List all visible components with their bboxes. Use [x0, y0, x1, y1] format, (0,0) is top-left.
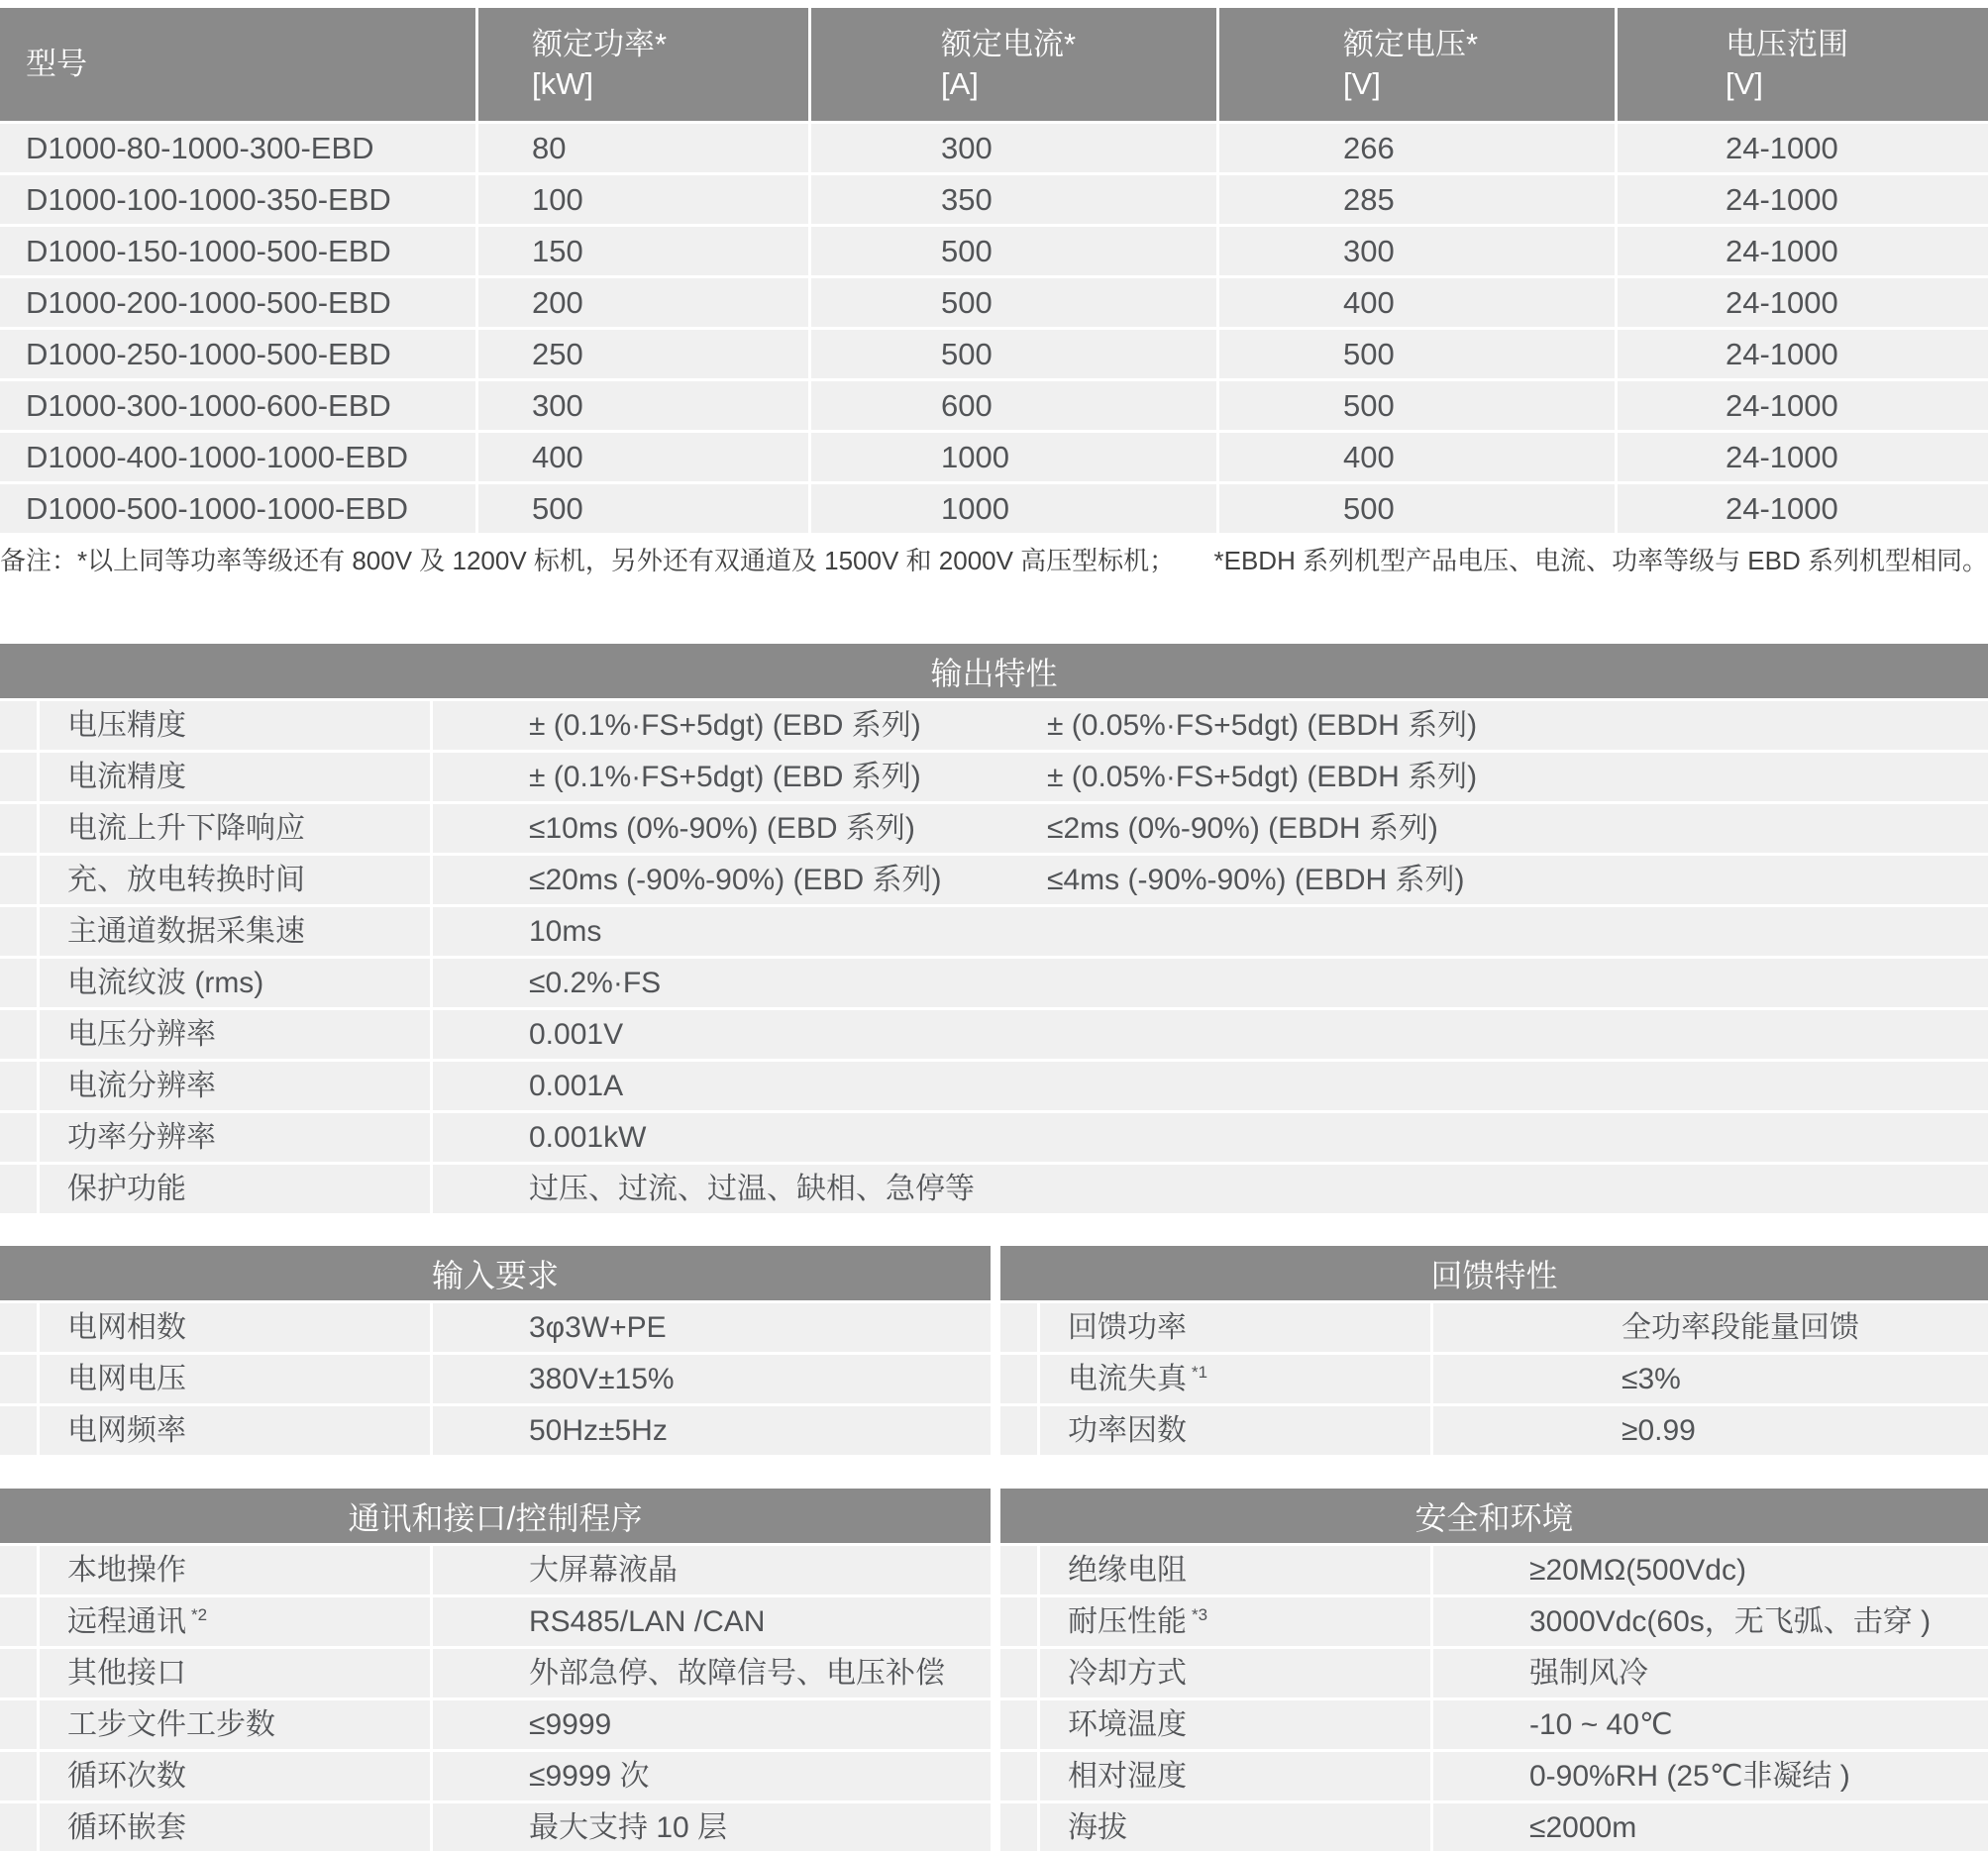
cell-voltage: 285: [1219, 175, 1618, 224]
spec-value: ≤9999 次: [433, 1752, 991, 1800]
spec-label: 电流上升下降响应: [67, 812, 305, 845]
spec-label: 冷却方式: [1068, 1657, 1187, 1690]
header-unit: [A]: [941, 66, 979, 101]
cell-current: 500: [811, 278, 1219, 327]
spec-row: [1000, 1406, 1988, 1458]
spec-label: 耐压性能: [1068, 1605, 1187, 1638]
model-table-header: [0, 8, 1988, 124]
spec-label: 绝缘电阻: [1068, 1554, 1187, 1587]
spec-label: 回馈功率: [1068, 1311, 1187, 1344]
model-table: [0, 8, 1988, 536]
spec-row: [1000, 1700, 1988, 1752]
spec-label: 工步文件工步数: [67, 1708, 275, 1741]
spec-row: [0, 701, 1988, 753]
spec-value: ≤9999: [433, 1700, 991, 1749]
header-cell-current: [811, 8, 1219, 121]
cell-power: 100: [478, 175, 811, 224]
cell-current: 350: [811, 175, 1219, 224]
row-spacer: [0, 1546, 40, 1594]
spec-label: 其他接口: [67, 1657, 186, 1690]
table-row: [0, 433, 1988, 484]
spec-value: 3000Vdc(60s，无飞弧、击穿 ): [1433, 1597, 1988, 1646]
spec-value: 0.001kW: [529, 1121, 647, 1154]
footnote-left: 备注：*以上同等功率等级还有 800V 及 1200V 标机，另外还有双通道及 1500V 和 2000V 高压型标机；: [0, 545, 1176, 575]
spec-row: [1000, 1752, 1988, 1803]
section-title: 通讯和接口/控制程序: [0, 1489, 991, 1543]
row-spacer: [1000, 1546, 1040, 1594]
section-comm: [0, 1489, 991, 1851]
row-spacer: [1000, 1752, 1040, 1800]
spec-row: [0, 1113, 1988, 1165]
spec-value: 3φ3W+PE: [433, 1303, 991, 1352]
cell-current: 500: [811, 227, 1219, 275]
row-spacer: [1000, 1649, 1040, 1697]
spec-row: [1000, 1546, 1988, 1597]
spec-value-ebd: ± (0.1%·FS+5dgt) (EBD 系列): [529, 761, 921, 793]
footnote-right: *EBDH 系列机型产品电压、电流、功率等级与 EBD 系列机型相同。: [1213, 545, 1988, 575]
spec-label: 本地操作: [67, 1554, 186, 1587]
row-spacer: [1000, 1303, 1040, 1352]
spec-value: 强制风冷: [1433, 1649, 1988, 1697]
spec-row: [1000, 1803, 1988, 1851]
spec-label: 远程通讯: [67, 1605, 186, 1638]
spec-row: [0, 1803, 991, 1851]
section-title: 回馈特性: [1000, 1246, 1988, 1300]
section-title: 安全和环境: [1000, 1489, 1988, 1543]
section-title: 输出特性: [0, 644, 1988, 698]
spec-row: [0, 959, 1988, 1010]
spec-value-ebdh: ± (0.05%·FS+5dgt) (EBDH 系列): [1047, 709, 1478, 742]
cell-power: 80: [478, 124, 811, 172]
spec-label: 主通道数据采集速: [67, 915, 305, 948]
spec-label: 海拔: [1068, 1811, 1127, 1844]
header-cell-model: [0, 8, 478, 121]
cell-voltage: 500: [1219, 381, 1618, 430]
table-row: [0, 175, 1988, 227]
cell-power: 200: [478, 278, 811, 327]
row-spacer: [0, 856, 40, 904]
cell-voltage: 300: [1219, 227, 1618, 275]
spec-value: ≤0.2%·FS: [529, 967, 662, 999]
spec-row: [1000, 1649, 1988, 1700]
cell-range: 24-1000: [1618, 381, 1988, 430]
spec-label: 电网电压: [67, 1363, 186, 1395]
cell-range: 24-1000: [1618, 175, 1988, 224]
row-spacer: [1000, 1803, 1040, 1851]
cell-range: 24-1000: [1618, 433, 1988, 481]
spec-value-ebd: ≤20ms (-90%-90%) (EBD 系列): [529, 864, 942, 896]
table-row: [0, 124, 1988, 175]
spec-value: 0-90%RH (25℃非凝结 ): [1433, 1752, 1988, 1800]
spec-value: 过压、过流、过温、缺相、急停等: [529, 1173, 975, 1205]
cell-model: D1000-100-1000-350-EBD: [0, 175, 478, 224]
spec-label: 循环嵌套: [67, 1811, 186, 1844]
spec-row: [0, 1010, 1988, 1062]
spec-row: [0, 1546, 991, 1597]
footnote-marker: *3: [1192, 1605, 1208, 1624]
section-output: [0, 644, 1988, 1216]
spec-row: [1000, 1303, 1988, 1355]
row-spacer: [0, 701, 40, 750]
spec-value: -10 ~ 40℃: [1433, 1700, 1988, 1749]
spec-value-ebdh: ≤4ms (-90%-90%) (EBDH 系列): [1047, 864, 1465, 896]
spec-label: 电流精度: [67, 761, 186, 793]
cell-power: 300: [478, 381, 811, 430]
cell-range: 24-1000: [1618, 330, 1988, 378]
cell-current: 300: [811, 124, 1219, 172]
section-input: [0, 1246, 991, 1458]
header-unit: [V]: [1343, 66, 1381, 101]
cell-range: 24-1000: [1618, 124, 1988, 172]
table-row: [0, 484, 1988, 536]
spec-label: 电压分辨率: [67, 1018, 216, 1051]
cell-model: D1000-500-1000-1000-EBD: [0, 484, 478, 533]
section-title: 输入要求: [0, 1246, 991, 1300]
spec-row: [0, 1649, 991, 1700]
spec-label: 电压精度: [67, 709, 186, 742]
spec-value: 50Hz±5Hz: [433, 1406, 991, 1455]
header-unit: [kW]: [532, 66, 593, 101]
cell-voltage: 500: [1219, 484, 1618, 533]
row-spacer: [0, 1752, 40, 1800]
spec-row: [0, 1303, 991, 1355]
spec-value: 外部急停、故障信号、电压补偿: [433, 1649, 991, 1697]
header-title: 额定电流*: [941, 27, 1077, 61]
header-cell-voltage: [1219, 8, 1618, 121]
row-spacer: [1000, 1700, 1040, 1749]
spec-value: ≥0.99: [1433, 1406, 1988, 1455]
header-cell-power: [478, 8, 811, 121]
cell-voltage: 266: [1219, 124, 1618, 172]
spec-row: [0, 1355, 991, 1406]
header-title: 型号: [26, 47, 87, 81]
row-spacer: [0, 1406, 40, 1455]
cell-model: D1000-300-1000-600-EBD: [0, 381, 478, 430]
spec-value: ≤3%: [1433, 1355, 1988, 1403]
section-feedback: [1000, 1246, 1988, 1458]
footnote-marker: *2: [191, 1605, 208, 1624]
cell-current: 600: [811, 381, 1219, 430]
spec-label: 电流纹波 (rms): [67, 967, 264, 999]
cell-model: D1000-400-1000-1000-EBD: [0, 433, 478, 481]
cell-voltage: 500: [1219, 330, 1618, 378]
spec-row: [1000, 1597, 1988, 1649]
spec-row: [0, 856, 1988, 907]
spec-label: 电网频率: [67, 1414, 186, 1447]
spec-value: 380V±15%: [433, 1355, 991, 1403]
row-spacer: [1000, 1355, 1040, 1403]
table-row: [0, 227, 1988, 278]
cell-power: 400: [478, 433, 811, 481]
header-title: 额定功率*: [532, 27, 668, 61]
row-spacer: [0, 753, 40, 801]
spec-label: 电流失真: [1068, 1363, 1187, 1395]
cell-range: 24-1000: [1618, 278, 1988, 327]
section-safety: [1000, 1489, 1988, 1851]
cell-current: 500: [811, 330, 1219, 378]
spec-row: [0, 1406, 991, 1458]
table-row: [0, 330, 1988, 381]
spec-value: ≤2000m: [1433, 1803, 1988, 1851]
spec-label: 功率分辨率: [67, 1121, 216, 1154]
cell-voltage: 400: [1219, 433, 1618, 481]
row-spacer: [0, 1355, 40, 1403]
header-cell-range: [1618, 8, 1988, 121]
cell-power: 500: [478, 484, 811, 533]
spec-value: 10ms: [529, 915, 602, 948]
row-spacer: [0, 1303, 40, 1352]
spec-value-ebd: ≤10ms (0%-90%) (EBD 系列): [529, 812, 915, 845]
row-spacer: [0, 804, 40, 853]
cell-model: D1000-150-1000-500-EBD: [0, 227, 478, 275]
footnote-line: [0, 539, 1988, 578]
table-row: [0, 278, 1988, 330]
spec-label: 充、放电转换时间: [67, 864, 305, 896]
cell-power: 250: [478, 330, 811, 378]
row-spacer: [0, 1649, 40, 1697]
cell-current: 1000: [811, 484, 1219, 533]
spec-label: 循环次数: [67, 1760, 186, 1793]
row-spacer: [0, 1803, 40, 1851]
row-spacer: [0, 907, 40, 956]
row-spacer: [0, 1700, 40, 1749]
spec-value: 最大支持 10 层: [433, 1803, 991, 1851]
spec-row: [0, 1165, 1988, 1216]
footnote-marker: *1: [1192, 1363, 1208, 1382]
spec-value: 0.001V: [529, 1018, 624, 1051]
spec-label: 相对湿度: [1068, 1760, 1187, 1793]
spec-label: 保护功能: [67, 1173, 186, 1205]
row-spacer: [0, 1010, 40, 1059]
spec-row: [0, 1700, 991, 1752]
spec-value: 大屏幕液晶: [433, 1546, 991, 1594]
spec-row: [0, 753, 1988, 804]
row-spacer: [0, 1165, 40, 1213]
spec-label: 功率因数: [1068, 1414, 1187, 1447]
spec-row: [0, 1597, 991, 1649]
spec-value-ebdh: ± (0.05%·FS+5dgt) (EBDH 系列): [1047, 761, 1478, 793]
spec-row: [0, 907, 1988, 959]
header-title: 额定电压*: [1343, 27, 1479, 61]
spec-value: RS485/LAN /CAN: [433, 1597, 991, 1646]
table-row: [0, 381, 1988, 433]
spec-value: 全功率段能量回馈: [1433, 1303, 1988, 1352]
cell-model: D1000-250-1000-500-EBD: [0, 330, 478, 378]
row-spacer: [0, 1062, 40, 1110]
spec-row: [0, 1752, 991, 1803]
row-spacer: [1000, 1597, 1040, 1646]
cell-model: D1000-80-1000-300-EBD: [0, 124, 478, 172]
spec-label: 电网相数: [67, 1311, 186, 1344]
spec-value-ebd: ± (0.1%·FS+5dgt) (EBD 系列): [529, 709, 921, 742]
cell-current: 1000: [811, 433, 1219, 481]
row-spacer: [1000, 1406, 1040, 1455]
cell-range: 24-1000: [1618, 227, 1988, 275]
spec-row: [0, 804, 1988, 856]
header-unit: [V]: [1726, 66, 1763, 101]
cell-power: 150: [478, 227, 811, 275]
spec-value-ebdh: ≤2ms (0%-90%) (EBDH 系列): [1047, 812, 1438, 845]
spec-row: [0, 1062, 1988, 1113]
spec-row: [1000, 1355, 1988, 1406]
spec-value: 0.001A: [529, 1070, 624, 1102]
row-spacer: [0, 959, 40, 1007]
spec-value: ≥20MΩ(500Vdc): [1433, 1546, 1988, 1594]
row-spacer: [0, 1597, 40, 1646]
spec-label: 电流分辨率: [67, 1070, 216, 1102]
cell-voltage: 400: [1219, 278, 1618, 327]
cell-range: 24-1000: [1618, 484, 1988, 533]
spec-label: 环境温度: [1068, 1708, 1187, 1741]
row-spacer: [0, 1113, 40, 1162]
cell-model: D1000-200-1000-500-EBD: [0, 278, 478, 327]
header-title: 电压范围: [1726, 27, 1848, 61]
